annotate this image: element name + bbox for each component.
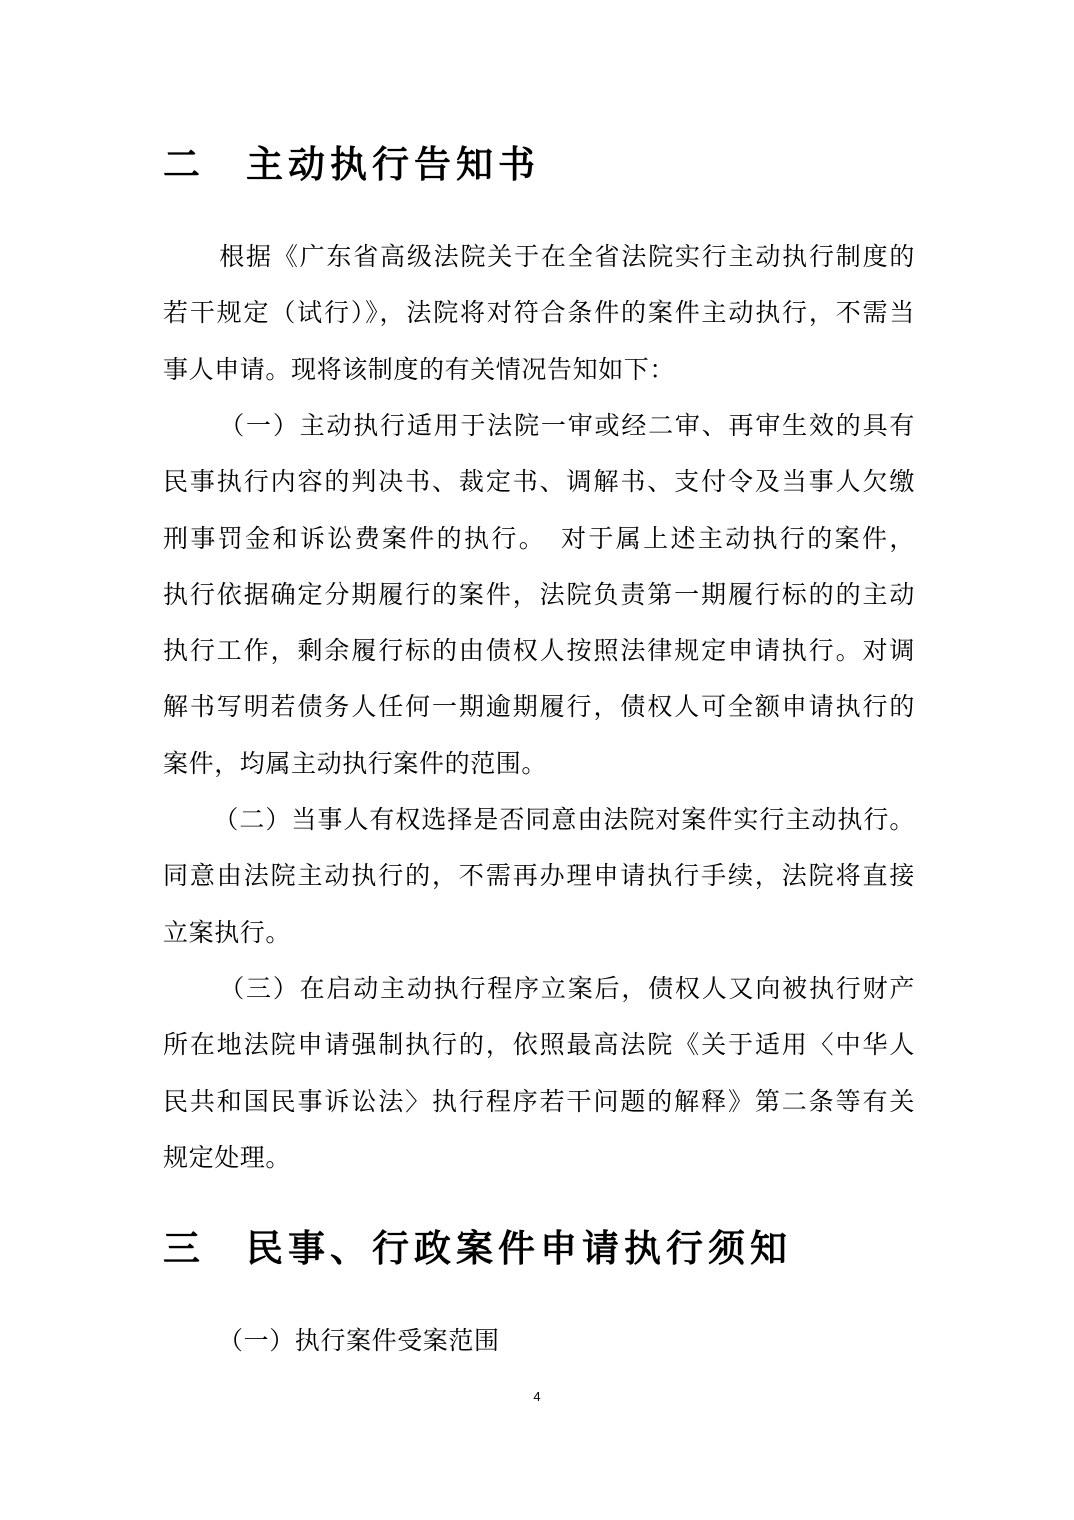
page-number: 4 [533,1389,541,1404]
paragraph-item-2 [163,792,915,961]
text-line: 执行工作，剩余履行标的由债权人按照法律规定申请执行。对调 [163,636,915,666]
text-line: （一）主动执行适用于法院一审或经二审、再审生效的具有 [218,411,915,440]
text-line: 所在地法院申请强制执行的，依照最高法院《关于适用〈中华人 [163,1030,915,1060]
text-line: 事人申请。现将该制度的有关情况告知如下： [163,354,676,384]
section-title: 主动执行告知书 [246,143,540,186]
text-line: 刑事罚金和诉讼费案件的执行。 对于属上述主动执行的案件， [163,523,915,553]
section-heading-3 [163,1224,792,1274]
paragraph-item-1 [163,398,915,792]
paragraph-item-3 [163,961,915,1186]
text-line: 民共和国民事诉讼法〉执行程序若干问题的解释》第二条等有关 [163,1086,915,1116]
text-line: 执行依据确定分期履行的案件，法院负责第一期履行标的的主动 [163,579,915,609]
text-line: 立案执行。 [163,917,292,947]
text-line: 民事执行内容的判决书、裁定书、调解书、支付令及当事人欠缴 [163,467,915,497]
text-line: 若干规定（试行）》，法院将对符合条件的案件主动执行，不需当 [163,298,915,328]
text-line: 解书写明若债务人任何一期逾期履行，债权人可全额申请执行的 [163,692,915,722]
text-line: （二）当事人有权选择是否同意由法院对案件实行主动执行。 [213,805,915,834]
text-line: 案件，均属主动执行案件的范围。 [163,748,548,778]
section-heading-2 [163,140,540,190]
text-line: 根据《广东省高级法院关于在全省法院实行主动执行制度的 [218,242,915,271]
section-number: 三 [163,1227,205,1270]
text-line: 规定处理。 [163,1142,292,1172]
section-title: 民事、行政案件申请执行须知 [246,1227,792,1270]
paragraph-intro [163,229,915,398]
text-line: 同意由法院主动执行的，不需再办理申请执行手续，法院将直接 [163,861,915,891]
subheading: （一）执行案件受案范围 [218,1326,500,1355]
section-number: 二 [163,143,205,186]
text-line: （三）在启动主动执行程序立案后，债权人又向被执行财产 [218,974,915,1003]
